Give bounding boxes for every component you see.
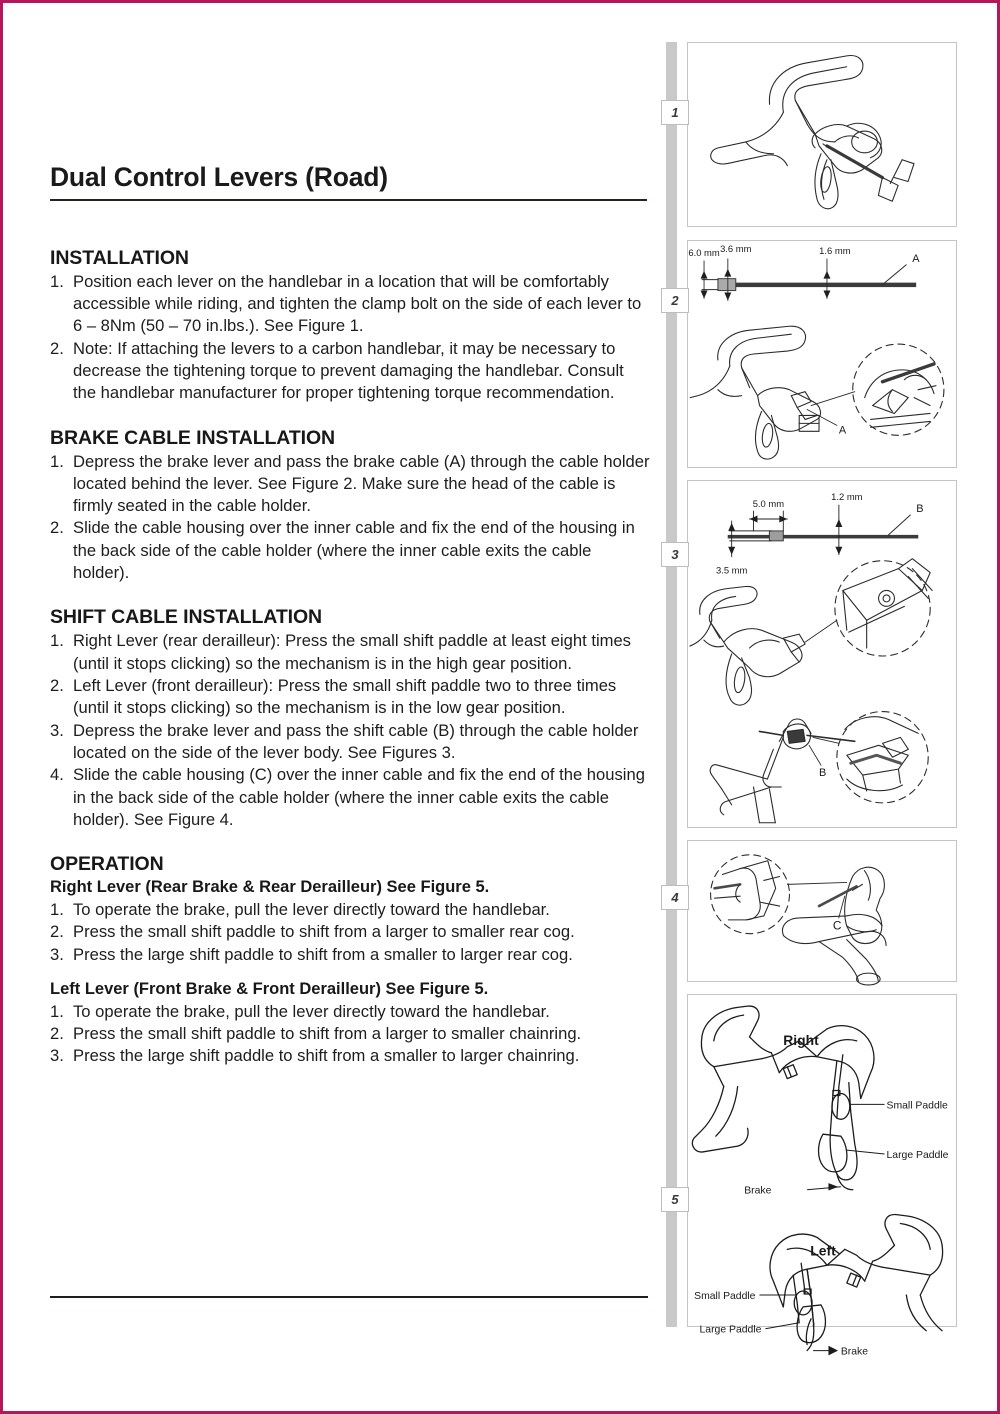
step-number: 2. [50, 338, 64, 358]
step-text: Press the small shift paddle to shift from a larger to smaller rear cog. [73, 922, 575, 942]
figure-5-drawing [688, 995, 956, 1358]
step-number: 2. [50, 676, 64, 696]
text-column [50, 163, 650, 1068]
figure-panel-1 [687, 42, 957, 227]
step-list [50, 271, 650, 405]
section-operation [50, 853, 650, 1067]
list-item [50, 338, 650, 405]
section-heading: INSTALLATION [50, 246, 189, 269]
figure-panel-4 [687, 840, 957, 982]
step-number: 1. [50, 900, 64, 919]
list-item [50, 451, 650, 518]
figure-panel-2 [687, 240, 957, 468]
step-text: Note: If attaching the levers to a carbon handlebar, it may be necessary to decrease the tightening torque to prevent damaging the handlebar. Consult the handlebar manufacturer for proper tightening torque recommendation. [73, 338, 624, 403]
list-item [50, 1023, 650, 1045]
fig5-right-large-paddle: Large Paddle [886, 1150, 949, 1162]
step-text: Slide the cable housing over the inner cable and fix the end of the housing in the back side of the cable holder (where the inner cable exits the cable holder). [73, 518, 635, 583]
section-shift-cable-installation [50, 606, 650, 831]
subheading-left-lever: Left Lever (Front Brake & Front Derailleur) See Figure 5. [50, 979, 489, 998]
list-item [50, 899, 650, 921]
figure-4-drawing [688, 841, 956, 981]
step-number: 2. [50, 518, 64, 538]
figure-panel-5 [687, 994, 957, 1358]
figure-2-drawing [688, 241, 956, 467]
step-text: Position each lever on the handlebar in a location that will be comfortably accessible while riding, and tighten the clamp bolt on the side of each lever to 6 – 8Nm (50 – 70 in.lbs.). See Figure 1. [73, 271, 642, 336]
fig4-label-c: C [832, 918, 842, 933]
subheading-right-lever: Right Lever (Rear Brake & Rear Derailleur) See Figure 5. [50, 878, 490, 897]
fig2-dim-3-6mm: 3.6 mm [720, 242, 752, 254]
list-item [50, 944, 650, 966]
fig5-left-large-paddle: Large Paddle [699, 1324, 762, 1336]
step-text: Right Lever (rear derailleur): Press the small shift paddle at least eight times (until it stops clicking) so the mechanism is in the high gear position. [73, 631, 631, 673]
step-text: Slide the cable housing (C) over the inner cable and fix the end of the housing in the back side of the cable holder (where the inner cable exits the cable holder). See Figure 4. [73, 765, 645, 829]
fig3-dim-5mm: 5.0 mm [752, 498, 785, 510]
page-title: Dual Control Levers (Road) [50, 163, 647, 201]
fig2-dim-6mm: 6.0 mm [688, 246, 720, 258]
step-number: 1. [50, 271, 64, 291]
list-item [50, 271, 650, 338]
list-item [50, 921, 650, 943]
figure-number-4: 4 [661, 885, 689, 910]
list-item [50, 517, 650, 584]
step-list-left-lever [50, 1001, 650, 1068]
step-number: 3. [50, 1046, 64, 1066]
step-list [50, 451, 650, 585]
step-number: 3. [50, 720, 64, 740]
fig5-left-brake: Brake [840, 1346, 869, 1358]
figure-number-3: 3 [661, 542, 689, 567]
step-text: Left Lever (front derailleur): Press the small shift paddle two to three times (until it stops clicking) so the mechanism is in the low gear position. [73, 676, 617, 718]
list-item [50, 675, 650, 720]
list-item [50, 630, 650, 675]
step-number: 2. [50, 1024, 64, 1044]
step-number: 1. [50, 631, 64, 651]
fig2-dim-1-6mm: 1.6 mm [819, 244, 851, 256]
figure-3-drawing [688, 481, 956, 827]
step-number: 1. [50, 1001, 64, 1021]
fig5-right-brake: Brake [744, 1185, 772, 1197]
step-text: Press the large shift paddle to shift from a smaller to larger rear cog. [73, 944, 573, 964]
fig3-label-b-bottom: B [819, 767, 827, 780]
fig2-label-a-bottom: A [838, 424, 847, 437]
fig3-dim-3-5mm: 3.5 mm [715, 564, 748, 576]
step-number: 2. [50, 922, 64, 942]
fig5-right-small-paddle: Small Paddle [886, 1100, 948, 1112]
fig5-left-title: Left [810, 1242, 836, 1259]
list-item [50, 720, 650, 765]
fig5-right-title: Right [783, 1031, 819, 1048]
step-text: Depress the brake lever and pass the brake cable (A) through the cable holder located behind the lever. See Figure 2. Make sure the head of the cable is firmly seated in the cable holder. [73, 451, 650, 516]
section-heading: SHIFT CABLE INSTALLATION [50, 606, 323, 629]
step-number: 3. [50, 944, 64, 964]
figure-column [666, 42, 958, 1358]
figure-1-drawing [688, 43, 956, 226]
footer-rule [50, 1296, 648, 1298]
section-brake-cable-installation [50, 427, 650, 585]
section-heading: BRAKE CABLE INSTALLATION [50, 426, 336, 449]
fig2-label-a-top: A [912, 252, 920, 265]
step-text: Press the small shift paddle to shift from a larger to smaller chainring. [73, 1024, 582, 1044]
figure-column-spine [666, 42, 677, 1327]
fig5-left-small-paddle: Small Paddle [694, 1290, 756, 1302]
fig3-label-b-top: B [916, 503, 924, 516]
step-number: 4. [50, 765, 64, 785]
figure-panel-3 [687, 480, 957, 828]
step-text: To operate the brake, pull the lever directly toward the handlebar. [73, 1001, 550, 1021]
section-heading: OPERATION [50, 853, 164, 876]
figure-number-5: 5 [661, 1187, 689, 1212]
section-installation [50, 247, 650, 405]
step-text: Depress the brake lever and pass the shift cable (B) through the cable holder located on the side of the lever body. See Figures 3. [73, 720, 639, 762]
step-number: 1. [50, 451, 64, 471]
step-list [50, 630, 650, 831]
list-item [50, 1045, 650, 1067]
step-text: Press the large shift paddle to shift from a smaller to larger chainring. [73, 1046, 580, 1066]
step-text: To operate the brake, pull the lever directly toward the handlebar. [73, 900, 550, 919]
list-item [50, 1001, 650, 1023]
figure-number-1: 1 [661, 100, 689, 125]
paragraph-spacer [50, 966, 650, 979]
fig3-dim-1-2mm: 1.2 mm [831, 491, 863, 503]
figure-number-2: 2 [661, 288, 689, 313]
step-list-right-lever [50, 899, 650, 966]
list-item [50, 764, 650, 831]
